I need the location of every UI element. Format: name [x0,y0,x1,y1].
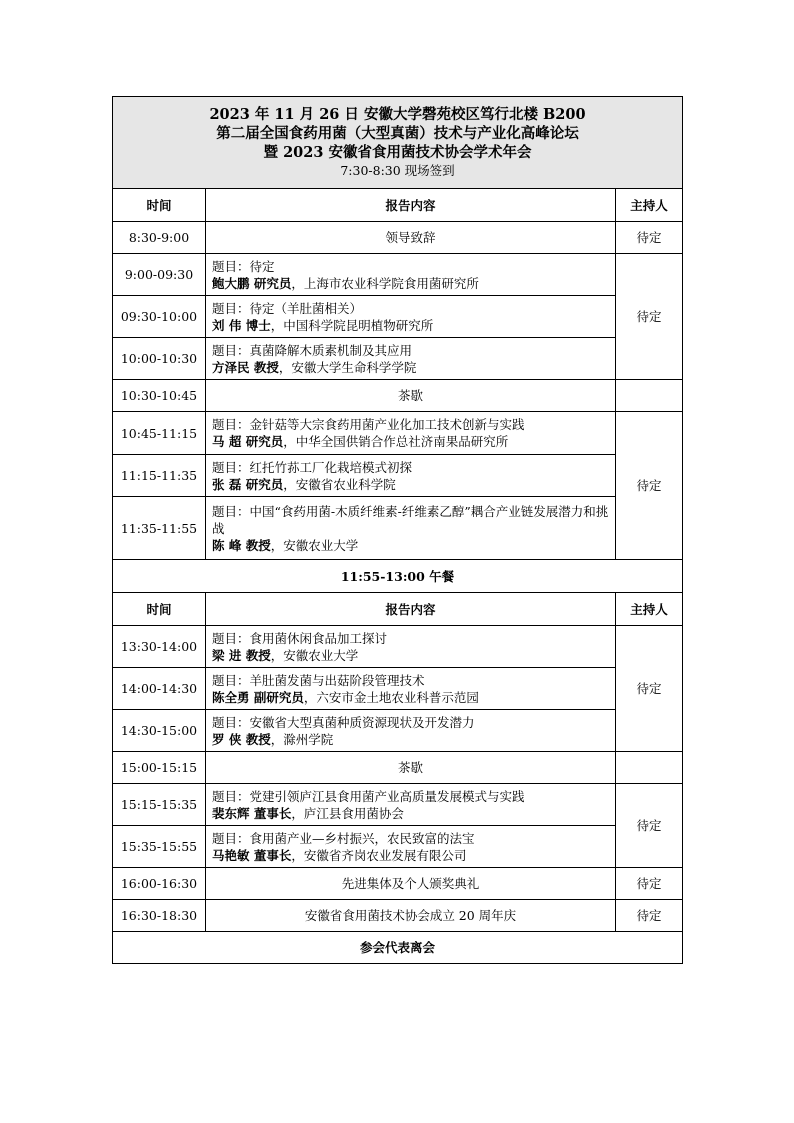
table-row [113,222,683,254]
delegates-depart: 参会代表离会 [113,932,683,964]
row-content [206,296,616,338]
speaker-name: 陈全勇 副研究员 [212,689,304,705]
col-time: 时间 [113,189,206,222]
report-topic: 题目：金针菇等大宗食药用菌产业化加工技术创新与实践 [212,417,525,432]
speaker-org: ，安徽农业大学 [270,647,359,663]
report-topic: 题目：党建引领庐江县食用菌产业高质量发展模式与实践 [212,788,525,804]
row-content [206,626,616,668]
header-signin: 7:30-8:30 现场签到 [340,163,455,178]
col-host: 主持人 [616,593,683,626]
row-host: 待定 [616,626,683,752]
row-time: 10:30-10:45 [113,380,206,412]
report-topic: 题目：食用菌休闲食品加工探讨 [212,630,388,646]
speaker-org: ，庐江县食用菌协会 [291,805,404,821]
speaker-name: 裴东辉 董事长 [212,805,292,821]
col-content: 报告内容 [206,189,616,222]
speaker-name: 鲍大鹏 研究员 [212,275,292,291]
row-host: 待定 [616,868,683,900]
row-time: 13:30-14:00 [113,626,206,668]
speaker-org: ，安徽省农业科学院 [283,476,396,492]
table-row [113,752,683,784]
speaker-name: 张 磊 研究员 [212,476,284,492]
report-topic: 题目：中国“食药用菌-木质纤维素-纤维素乙醇”耦合产业链发展潜力和挑战 [212,503,609,536]
table-row [113,710,683,752]
row-time: 15:00-15:15 [113,752,206,784]
row-time: 16:00-16:30 [113,868,206,900]
row-content: 先进集体及个人颁奖典礼 [206,868,616,900]
speaker-name: 陈 峰 教授 [212,537,271,553]
speaker-name: 方泽民 教授 [212,359,279,375]
table-row [113,338,683,380]
report-topic: 题目：真菌降解木质素机制及其应用 [212,342,413,358]
row-host: 待定 [616,900,683,932]
speaker-name: 马艳敏 董事长 [212,847,292,863]
speaker-org: ，中国科学院昆明植物研究所 [270,317,434,333]
row-time: 10:00-10:30 [113,338,206,380]
row-time: 11:35-11:55 [113,497,206,560]
row-host: 待定 [616,254,683,380]
row-host: 待定 [616,222,683,254]
row-content [206,254,616,296]
row-time: 15:15-15:35 [113,784,206,826]
schedule-header [113,97,683,189]
row-content [206,412,616,455]
row-content: 茶歇 [206,380,616,412]
lunch-break: 11:55-13:00 午餐 [113,560,683,593]
report-topic: 题目：待定（羊肚菌相关） [212,300,363,316]
speaker-name: 刘 伟 博士 [212,317,271,333]
header-annual-meeting: 暨 2023 安徽省食用菌技术协会学术年会 [263,144,532,161]
row-host [616,752,683,784]
col-host: 主持人 [616,189,683,222]
report-topic: 题目：待定 [212,258,275,274]
row-content [206,497,616,560]
table-row [113,784,683,826]
speaker-org: ，安徽省齐岗农业发展有限公司 [291,847,467,863]
table-row [113,412,683,455]
row-content [206,826,616,868]
row-content: 茶歇 [206,752,616,784]
report-topic: 题目：食用菌产业—乡村振兴，农民致富的法宝 [212,830,475,846]
row-host: 待定 [616,412,683,560]
speaker-org: ，中华全国供销合作总社济南果品研究所 [283,434,509,449]
report-topic: 题目：红托竹荪工厂化栽培模式初探 [212,459,413,475]
table-row [113,380,683,412]
row-time: 14:30-15:00 [113,710,206,752]
column-header-row [113,189,683,222]
table-row [113,254,683,296]
speaker-org: ，六安市金土地农业科普示范园 [303,689,479,705]
schedule-table [112,96,683,964]
header-date-venue: 2023 年 11 月 26 日 安徽大学磬苑校区笃行北楼 B200 [209,106,586,123]
column-header-row [113,593,683,626]
row-content [206,710,616,752]
row-host [616,380,683,412]
row-content: 安徽省食用菌技术协会成立 20 周年庆 [206,900,616,932]
row-time: 11:15-11:35 [113,455,206,497]
table-row [113,497,683,560]
speaker-org: ，安徽农业大学 [270,537,359,553]
table-row [113,868,683,900]
speaker-org: ，上海市农业科学院食用菌研究所 [291,275,479,291]
table-row [113,668,683,710]
table-row [113,296,683,338]
row-content [206,455,616,497]
col-content: 报告内容 [206,593,616,626]
row-time: 10:45-11:15 [113,412,206,455]
row-time: 9:00-09:30 [113,254,206,296]
table-row [113,826,683,868]
row-time: 09:30-10:00 [113,296,206,338]
table-row [113,626,683,668]
report-topic: 题目：安徽省大型真菌种质资源现状及开发潜力 [212,714,475,730]
row-content: 领导致辞 [206,222,616,254]
speaker-name: 罗 侠 教授 [212,731,271,747]
report-topic: 题目：羊肚菌发菌与出菇阶段管理技术 [212,672,425,688]
table-row [113,900,683,932]
row-time: 16:30-18:30 [113,900,206,932]
speaker-name: 马 超 研究员 [212,434,284,449]
row-host: 待定 [616,784,683,868]
header-forum-title: 第二届全国食药用菌（大型真菌）技术与产业化高峰论坛 [216,125,579,142]
speaker-name: 梁 进 教授 [212,647,271,663]
speaker-org: ，安徽大学生命科学学院 [278,359,417,375]
row-content [206,784,616,826]
speaker-org: ，滁州学院 [270,731,334,747]
footer-row [113,932,683,964]
table-row [113,455,683,497]
row-time: 14:00-14:30 [113,668,206,710]
row-time: 8:30-9:00 [113,222,206,254]
lunch-row [113,560,683,593]
row-time: 15:35-15:55 [113,826,206,868]
row-content [206,668,616,710]
col-time: 时间 [113,593,206,626]
row-content [206,338,616,380]
